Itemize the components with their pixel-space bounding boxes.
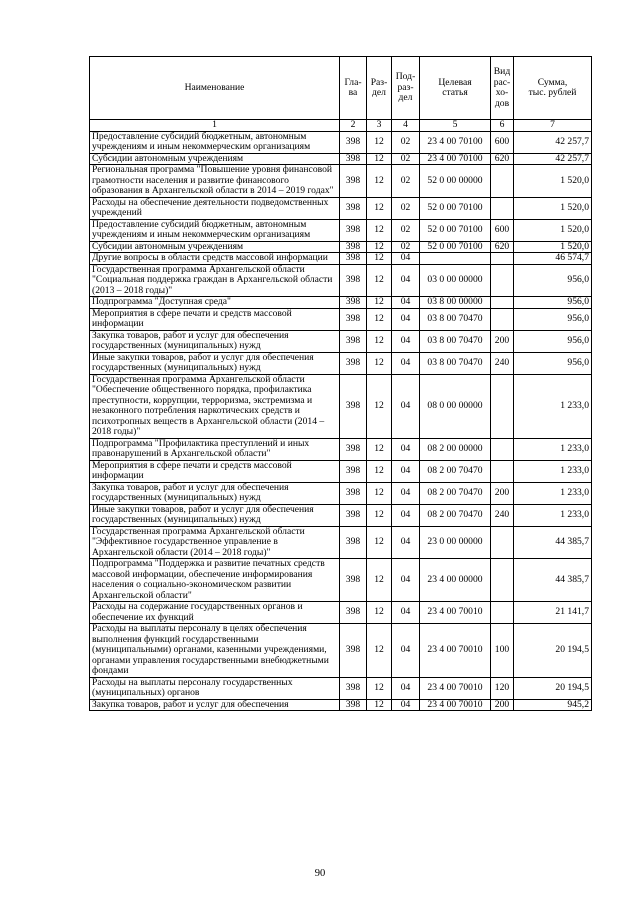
row-expense-type <box>491 526 514 559</box>
row-amount: 46 574,7 <box>514 253 592 265</box>
row-expense-type: 620 <box>491 241 514 253</box>
row-subsection: 04 <box>392 699 420 711</box>
row-section: 12 <box>367 677 392 699</box>
row-name: Государственная программа Архангельской области "Социальная поддержка граждан в Архангельской области (2013 – 2018 годы)" <box>90 264 340 297</box>
row-expense-type <box>491 253 514 265</box>
row-name: Государственная программа Архангельской области "Эффективное государственное управление в Архангельской области (2014 – 2018 годы)" <box>90 526 340 559</box>
table-row <box>90 253 592 265</box>
row-section: 12 <box>367 526 392 559</box>
row-expense-type: 100 <box>491 624 514 678</box>
row-name: Субсидии автономным учреждениям <box>90 153 340 165</box>
column-number: 4 <box>392 120 420 132</box>
row-expense-type <box>491 308 514 330</box>
row-expense-type <box>491 559 514 602</box>
row-chapter: 398 <box>340 308 367 330</box>
column-number: 5 <box>420 120 491 132</box>
row-section: 12 <box>367 264 392 297</box>
row-amount: 956,0 <box>514 297 592 309</box>
row-section: 12 <box>367 330 392 352</box>
row-subsection: 04 <box>392 374 420 438</box>
row-subsection: 02 <box>392 197 420 219</box>
row-chapter: 398 <box>340 482 367 504</box>
row-name: Региональная программа "Повышение уровня финансовой грамотности населения и развитие финансового образования в Архангельской области в 2014 – 2019 годах" <box>90 165 340 198</box>
row-subsection: 04 <box>392 482 420 504</box>
row-target: 03 8 00 70470 <box>420 308 491 330</box>
column-number: 7 <box>514 120 592 132</box>
row-chapter: 398 <box>340 602 367 624</box>
row-chapter: 398 <box>340 460 367 482</box>
row-expense-type: 240 <box>491 352 514 374</box>
row-amount: 20 194,5 <box>514 677 592 699</box>
row-name: Подпрограмма "Поддержка и развитие печатных средств массовой информации, обеспечение информирования населения о социально-экономическом развитии Архангельской области" <box>90 559 340 602</box>
row-amount: 1 520,0 <box>514 241 592 253</box>
row-subsection: 04 <box>392 352 420 374</box>
row-subsection: 04 <box>392 559 420 602</box>
row-amount: 956,0 <box>514 330 592 352</box>
row-chapter: 398 <box>340 699 367 711</box>
row-name: Иные закупки товаров, работ и услуг для обеспечения государственных (муниципальных) нужд <box>90 504 340 526</box>
row-subsection: 02 <box>392 153 420 165</box>
row-expense-type: 240 <box>491 504 514 526</box>
page-number: 90 <box>314 868 326 879</box>
row-name: Расходы на содержание государственных органов и обеспечение их функций <box>90 602 340 624</box>
row-subsection: 04 <box>392 253 420 265</box>
row-chapter: 398 <box>340 504 367 526</box>
row-expense-type: 200 <box>491 482 514 504</box>
row-expense-type <box>491 197 514 219</box>
row-subsection: 04 <box>392 602 420 624</box>
row-target: 08 2 00 70470 <box>420 504 491 526</box>
row-chapter: 398 <box>340 241 367 253</box>
row-name: Мероприятия в сфере печати и средств массовой информации <box>90 460 340 482</box>
row-name: Закупка товаров, работ и услуг для обеспечения государственных (муниципальных) нужд <box>90 330 340 352</box>
row-target: 03 8 00 70470 <box>420 352 491 374</box>
row-subsection: 04 <box>392 297 420 309</box>
table-row <box>90 241 592 253</box>
row-chapter: 398 <box>340 559 367 602</box>
row-chapter: 398 <box>340 297 367 309</box>
row-section: 12 <box>367 460 392 482</box>
row-name: Субсидии автономным учреждениям <box>90 241 340 253</box>
table-row <box>90 504 592 526</box>
row-name: Государственная программа Архангельской области "Обеспечение общественного порядка, профилактика преступности, коррупции, терроризма, экстремизма и незаконного потребления наркотических средств и психотропных веществ в Архангельской области (2014 – 2018 годы)" <box>90 374 340 438</box>
row-section: 12 <box>367 197 392 219</box>
row-target: 23 4 00 70010 <box>420 602 491 624</box>
row-section: 12 <box>367 297 392 309</box>
row-expense-type <box>491 264 514 297</box>
row-target: 23 4 00 70010 <box>420 699 491 711</box>
table-row <box>90 438 592 460</box>
row-amount: 1 520,0 <box>514 165 592 198</box>
table-row <box>90 602 592 624</box>
row-amount: 20 194,5 <box>514 624 592 678</box>
row-expense-type: 620 <box>491 153 514 165</box>
column-number-row <box>90 120 592 132</box>
row-section: 12 <box>367 482 392 504</box>
table-row <box>90 677 592 699</box>
row-name: Расходы на обеспечение деятельности подведомственных учреждений <box>90 197 340 219</box>
row-expense-type: 200 <box>491 699 514 711</box>
row-subsection: 04 <box>392 308 420 330</box>
row-name: Расходы на выплаты персоналу в целях обеспечения выполнения функций государственными (муниципальными) органами, казенными учреждениями, органами управления государственными внебюджетными фондами <box>90 624 340 678</box>
table-row <box>90 624 592 678</box>
row-target: 52 0 00 70100 <box>420 241 491 253</box>
row-subsection: 04 <box>392 526 420 559</box>
row-chapter: 398 <box>340 352 367 374</box>
row-target: 23 0 00 00000 <box>420 526 491 559</box>
row-chapter: 398 <box>340 264 367 297</box>
row-chapter: 398 <box>340 131 367 153</box>
column-number: 1 <box>90 120 340 132</box>
row-name: Закупка товаров, работ и услуг для обеспечения государственных (муниципальных) нужд <box>90 482 340 504</box>
header-chapter: Гла- ва <box>340 57 367 120</box>
row-subsection: 04 <box>392 677 420 699</box>
header-expense-type: Вид рас- хо- дов <box>491 57 514 120</box>
row-target: 52 0 00 70100 <box>420 219 491 241</box>
table-row <box>90 264 592 297</box>
row-name: Расходы на выплаты персоналу государственных (муниципальных) органов <box>90 677 340 699</box>
budget-table <box>89 56 592 711</box>
row-subsection: 04 <box>392 438 420 460</box>
row-section: 12 <box>367 153 392 165</box>
table-row <box>90 460 592 482</box>
header-section: Раз- дел <box>367 57 392 120</box>
row-name: Подпрограмма "Доступная среда" <box>90 297 340 309</box>
column-number: 6 <box>491 120 514 132</box>
row-subsection: 02 <box>392 131 420 153</box>
row-amount: 1 233,0 <box>514 504 592 526</box>
table-row <box>90 526 592 559</box>
header-row <box>90 57 592 120</box>
row-chapter: 398 <box>340 438 367 460</box>
row-section: 12 <box>367 131 392 153</box>
row-chapter: 398 <box>340 374 367 438</box>
row-name: Другие вопросы в области средств массовой информации <box>90 253 340 265</box>
row-subsection: 04 <box>392 624 420 678</box>
row-expense-type <box>491 297 514 309</box>
row-section: 12 <box>367 438 392 460</box>
row-amount: 956,0 <box>514 352 592 374</box>
row-target: 03 8 00 00000 <box>420 297 491 309</box>
row-subsection: 04 <box>392 330 420 352</box>
row-chapter: 398 <box>340 165 367 198</box>
row-expense-type <box>491 165 514 198</box>
row-subsection: 02 <box>392 241 420 253</box>
row-amount: 945,2 <box>514 699 592 711</box>
table-row <box>90 699 592 711</box>
row-section: 12 <box>367 352 392 374</box>
row-amount: 42 257,7 <box>514 131 592 153</box>
row-section: 12 <box>367 241 392 253</box>
table-row <box>90 219 592 241</box>
row-amount: 1 233,0 <box>514 374 592 438</box>
row-target: 08 0 00 00000 <box>420 374 491 438</box>
row-amount: 956,0 <box>514 264 592 297</box>
row-amount: 1 520,0 <box>514 219 592 241</box>
row-chapter: 398 <box>340 197 367 219</box>
header-target: Целевая статья <box>420 57 491 120</box>
row-section: 12 <box>367 559 392 602</box>
row-target: 03 8 00 70470 <box>420 330 491 352</box>
row-name: Предоставление субсидий бюджетным, автономным учреждениям и иным некоммерческим организациям <box>90 219 340 241</box>
row-amount: 1 233,0 <box>514 460 592 482</box>
row-target: 52 0 00 00000 <box>420 165 491 198</box>
row-name: Закупка товаров, работ и услуг для обеспечения <box>90 699 340 711</box>
header-amount: Сумма, тыс. рублей <box>514 57 592 120</box>
table-row <box>90 330 592 352</box>
row-section: 12 <box>367 308 392 330</box>
row-name: Предоставление субсидий бюджетным, автономным учреждениям и иным некоммерческим организациям <box>90 131 340 153</box>
table-row <box>90 374 592 438</box>
row-chapter: 398 <box>340 677 367 699</box>
row-target: 52 0 00 70100 <box>420 197 491 219</box>
row-chapter: 398 <box>340 624 367 678</box>
row-subsection: 02 <box>392 219 420 241</box>
row-section: 12 <box>367 374 392 438</box>
row-chapter: 398 <box>340 526 367 559</box>
row-target <box>420 253 491 265</box>
table-row <box>90 197 592 219</box>
table-row <box>90 559 592 602</box>
table-row <box>90 165 592 198</box>
row-expense-type: 600 <box>491 131 514 153</box>
row-section: 12 <box>367 165 392 198</box>
row-subsection: 04 <box>392 460 420 482</box>
table-row <box>90 352 592 374</box>
row-amount: 44 385,7 <box>514 559 592 602</box>
row-target: 23 4 00 70100 <box>420 131 491 153</box>
row-target: 08 2 00 00000 <box>420 438 491 460</box>
row-section: 12 <box>367 699 392 711</box>
row-target: 23 4 00 70010 <box>420 677 491 699</box>
row-amount: 1 520,0 <box>514 197 592 219</box>
row-section: 12 <box>367 624 392 678</box>
table-row <box>90 297 592 309</box>
table-row <box>90 482 592 504</box>
row-amount: 44 385,7 <box>514 526 592 559</box>
row-chapter: 398 <box>340 153 367 165</box>
row-expense-type: 600 <box>491 219 514 241</box>
table-row <box>90 153 592 165</box>
row-name: Подпрограмма "Профилактика преступлений и иных правонарушений в Архангельской области" <box>90 438 340 460</box>
row-chapter: 398 <box>340 219 367 241</box>
row-amount: 1 233,0 <box>514 438 592 460</box>
row-expense-type <box>491 438 514 460</box>
row-target: 03 0 00 00000 <box>420 264 491 297</box>
row-amount: 21 141,7 <box>514 602 592 624</box>
column-number: 2 <box>340 120 367 132</box>
row-target: 08 2 00 70470 <box>420 482 491 504</box>
row-expense-type <box>491 602 514 624</box>
row-chapter: 398 <box>340 253 367 265</box>
row-subsection: 04 <box>392 264 420 297</box>
row-target: 23 4 00 70100 <box>420 153 491 165</box>
row-subsection: 02 <box>392 165 420 198</box>
row-section: 12 <box>367 602 392 624</box>
row-name: Иные закупки товаров, работ и услуг для обеспечения государственных (муниципальных) нужд <box>90 352 340 374</box>
table-body <box>90 131 592 711</box>
row-amount: 1 233,0 <box>514 482 592 504</box>
table-row <box>90 308 592 330</box>
header-name: Наименование <box>90 57 340 120</box>
row-name: Мероприятия в сфере печати и средств массовой информации <box>90 308 340 330</box>
row-section: 12 <box>367 504 392 526</box>
row-subsection: 04 <box>392 504 420 526</box>
header-subsection: Под- раз- дел <box>392 57 420 120</box>
row-expense-type: 200 <box>491 330 514 352</box>
row-expense-type <box>491 460 514 482</box>
row-target: 23 4 00 70010 <box>420 624 491 678</box>
row-target: 23 4 00 00000 <box>420 559 491 602</box>
row-section: 12 <box>367 253 392 265</box>
row-section: 12 <box>367 219 392 241</box>
row-amount: 42 257,7 <box>514 153 592 165</box>
row-target: 08 2 00 70470 <box>420 460 491 482</box>
table-row <box>90 131 592 153</box>
row-expense-type: 120 <box>491 677 514 699</box>
column-number: 3 <box>367 120 392 132</box>
row-expense-type <box>491 374 514 438</box>
row-amount: 956,0 <box>514 308 592 330</box>
row-chapter: 398 <box>340 330 367 352</box>
